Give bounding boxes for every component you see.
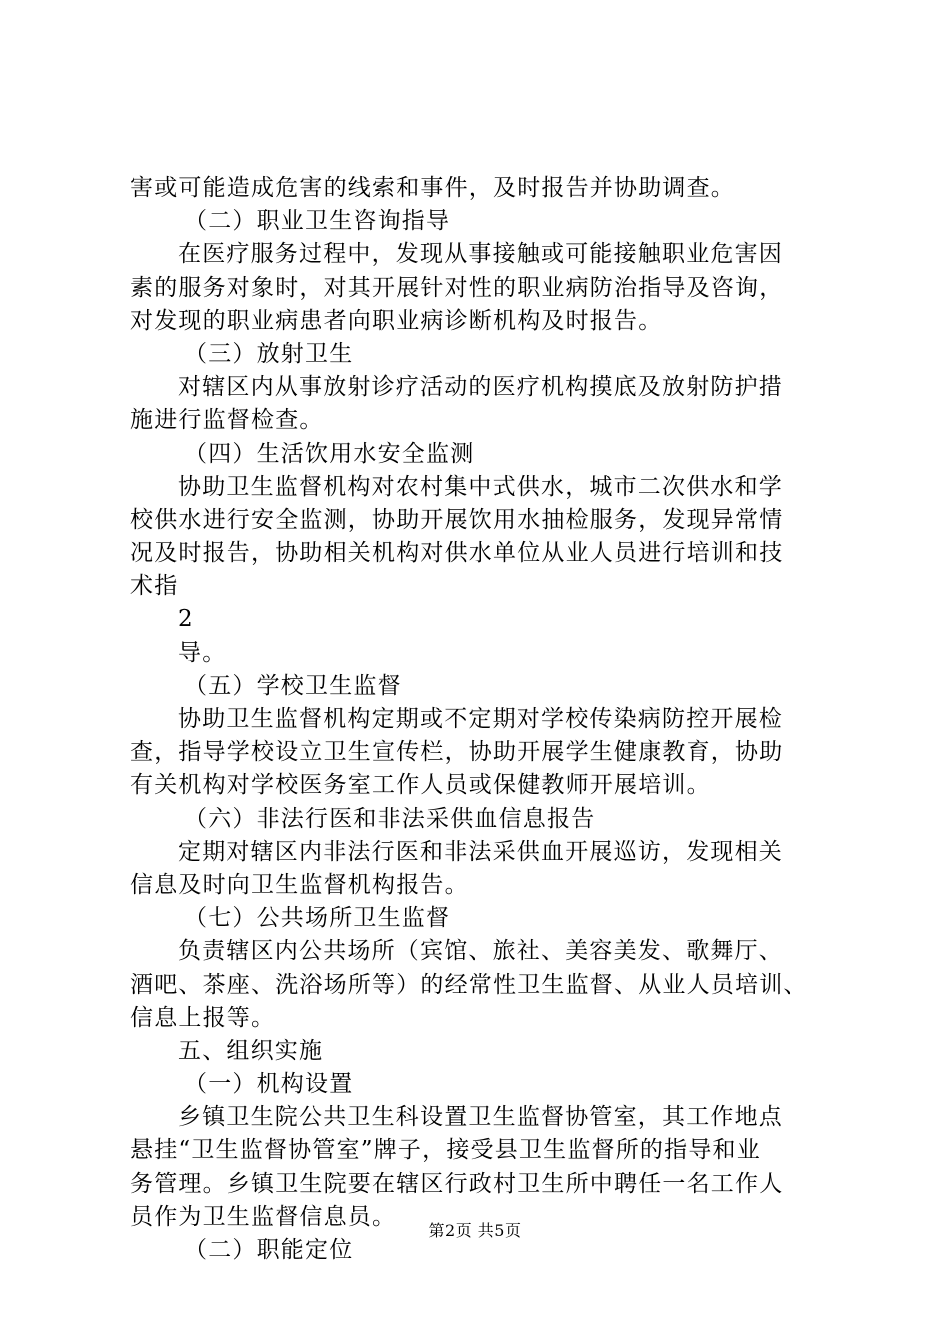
- text-line: 协助卫生监督机构定期或不定期对学校传染病防控开展检: [178, 706, 783, 732]
- text-line: （六）非法行医和非法采供血信息报告: [184, 805, 596, 832]
- text-line: 在医疗服务过程中，发现从事接触或可能接触职业危害因: [178, 241, 783, 268]
- text-line: 施进行监督检查。: [130, 407, 324, 434]
- text-line: 导。: [178, 639, 227, 666]
- text-line: 害或可能造成危害的线索和事件，及时报告并协助调查。: [130, 175, 735, 201]
- text-line: （三）放射卫生: [184, 340, 354, 367]
- text-line: 负责辖区内公共场所（宾馆、旅社、美容美发、歌舞厅、: [178, 938, 783, 965]
- document-body: [130, 172, 850, 1267]
- text-line: 对辖区内从事放射诊疗活动的医疗机构摸底及放射防护措: [178, 374, 783, 401]
- text-line: 术指: [130, 573, 179, 600]
- text-line: 素的服务对象时，对其开展针对性的职业病防治指导及咨询，: [130, 274, 784, 301]
- text-line: 乡镇卫生院公共卫生科设置卫生监督协管室，其工作地点: [178, 1104, 783, 1131]
- text-line: 定期对辖区内非法行医和非法采供血开展巡访，发现相关: [178, 838, 783, 865]
- text-line: 务管理。乡镇卫生院要在辖区行政村卫生所中聘任一名工作人: [130, 1170, 784, 1197]
- text-line: 五、组织实施: [178, 1037, 324, 1064]
- text-line: 员作为卫生监督信息员。: [130, 1203, 397, 1230]
- text-line: （二）职业卫生咨询指导: [184, 208, 451, 235]
- text-line: 况及时报告，协助相关机构对供水单位从业人员进行培训和技: [130, 540, 784, 567]
- text-line: （二）职能定位: [184, 1237, 354, 1263]
- text-line: 悬挂“卫生监督协管室”牌子，接受县卫生监督所的指导和业: [130, 1137, 761, 1164]
- inline-page-number: 2: [178, 606, 194, 633]
- text-line: 对发现的职业病患者向职业病诊断机构及时报告。: [130, 307, 663, 334]
- text-line: 信息上报等。: [130, 1004, 276, 1031]
- text-line: 信息及时向卫生监督机构报告。: [130, 871, 469, 898]
- text-line: （七）公共场所卫生监督: [184, 905, 451, 932]
- text-line: 校供水进行安全监测，协助开展饮用水抽检服务，发现异常情: [130, 506, 784, 533]
- text-line: 查，指导学校设立卫生宣传栏，协助开展学生健康教育，协助: [130, 739, 784, 766]
- text-line: 协助卫生监督机构对农村集中式供水，城市二次供水和学: [178, 473, 783, 500]
- text-line: 酒吧、茶座、洗浴场所等）的经常性卫生监督、从业人员培训、: [130, 971, 808, 998]
- page-footer: 第2页 共5页: [428, 1221, 522, 1240]
- text-line: （四）生活饮用水安全监测: [184, 440, 475, 467]
- text-line: （一）机构设置: [184, 1071, 354, 1098]
- text-line: 有关机构对学校医务室工作人员或保健教师开展培训。: [130, 772, 711, 799]
- text-line: （五）学校卫生监督: [184, 672, 402, 699]
